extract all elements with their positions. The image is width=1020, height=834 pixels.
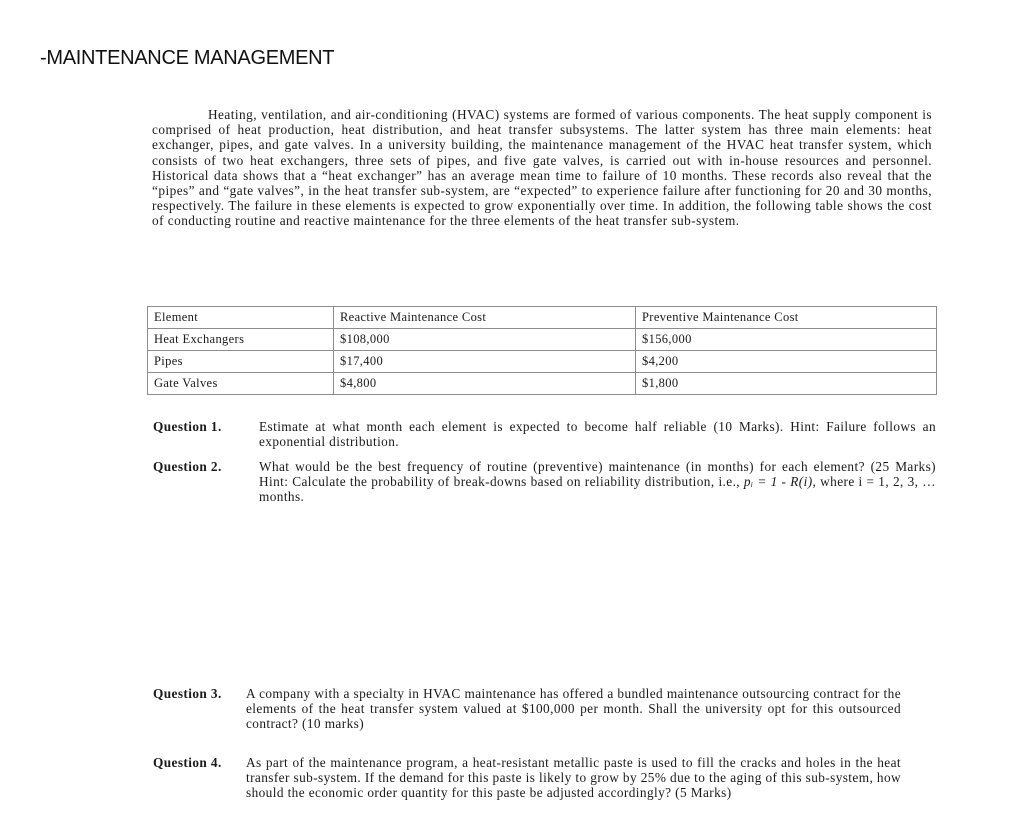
table-header-cell: Reactive Maintenance Cost — [334, 307, 636, 329]
question-text: Estimate at what month each element is expected to become half reliable (10 Marks). Hint: Failure follows an exponential distribution. — [259, 419, 936, 449]
page-title: -MAINTENANCE MANAGEMENT — [40, 47, 335, 69]
question-3 — [153, 687, 901, 731]
table-header-row — [148, 307, 937, 329]
question-text — [259, 460, 936, 504]
table-cell: Heat Exchangers — [148, 329, 334, 351]
table-cell: $4,800 — [334, 373, 636, 395]
table-row — [148, 329, 937, 351]
maintenance-cost-table — [147, 306, 937, 395]
question-text: A company with a specialty in HVAC maintenance has offered a bundled maintenance outsourcing contract for the elements of the heat transfer system valued at $100,000 per month. Shall the university opt for this outsourced contract? (10 marks) — [246, 686, 901, 731]
question-text-after: , where i = 1, 2, 3, … months. — [259, 473, 936, 504]
question-label: Question 3. — [153, 686, 222, 701]
table-cell: Gate Valves — [148, 373, 334, 395]
intro-text: Heating, ventilation, and air-conditioning (HVAC) systems are formed of various components. The heat supply component is comprised of heat production, heat distribution, and heat transfer subsystems. The latter system has three main elements: heat exchanger, pipes, and gate valves. In a university building, the maintenance management of the HVAC heat transfer system, which consists of two heat exchangers, three sets of pipes, and five gate valves, is carried out with in-house resources and personnel. Historical data shows that a “heat exchanger” has an average mean time to failure of 10 months. These records also reveal that the “pipes” and “gate valves”, in the heat transfer sub-system, are “expected” to experience failure after functioning for 20 and 30 months, respectively. The failure in these elements is expected to grow exponentially over time. In addition, the following table shows the cost of conducting routine and reactive maintenance for the three elements of the heat transfer sub-system. — [152, 107, 932, 229]
question-text: As part of the maintenance program, a heat-resistant metallic paste is used to fill the cracks and holes in the heat transfer sub-system. If the demand for this paste is likely to grow by 25% due to the aging of this sub-system, how should the economic order quantity for this paste be adjusted accordingly? (5 Marks) — [246, 755, 901, 800]
question-2 — [153, 460, 936, 504]
table-cell: $1,800 — [636, 373, 937, 395]
table-cell: Pipes — [148, 351, 334, 373]
table-cell: $17,400 — [334, 351, 636, 373]
intro-paragraph — [152, 107, 932, 229]
table-cell: $108,000 — [334, 329, 636, 351]
question-text-before: What would be the best frequency of routine (preventive) maintenance (in months) for each element? (25 Marks) Hint: Calculate the probability of break-downs based on reliability distribution, i.e., — [259, 459, 936, 489]
table-header-cell: Element — [148, 307, 334, 329]
table-header-cell: Preventive Maintenance Cost — [636, 307, 937, 329]
question-4 — [153, 756, 901, 800]
table-row — [148, 373, 937, 395]
table-row — [148, 351, 937, 373]
question-1 — [153, 420, 936, 450]
table-cell: $156,000 — [636, 329, 937, 351]
breakdown-formula: pᵢ = 1 - R(i) — [743, 473, 813, 489]
table-cell: $4,200 — [636, 351, 937, 373]
question-label: Question 1. — [153, 419, 222, 434]
question-label: Question 4. — [153, 755, 222, 770]
question-label: Question 2. — [153, 459, 222, 474]
